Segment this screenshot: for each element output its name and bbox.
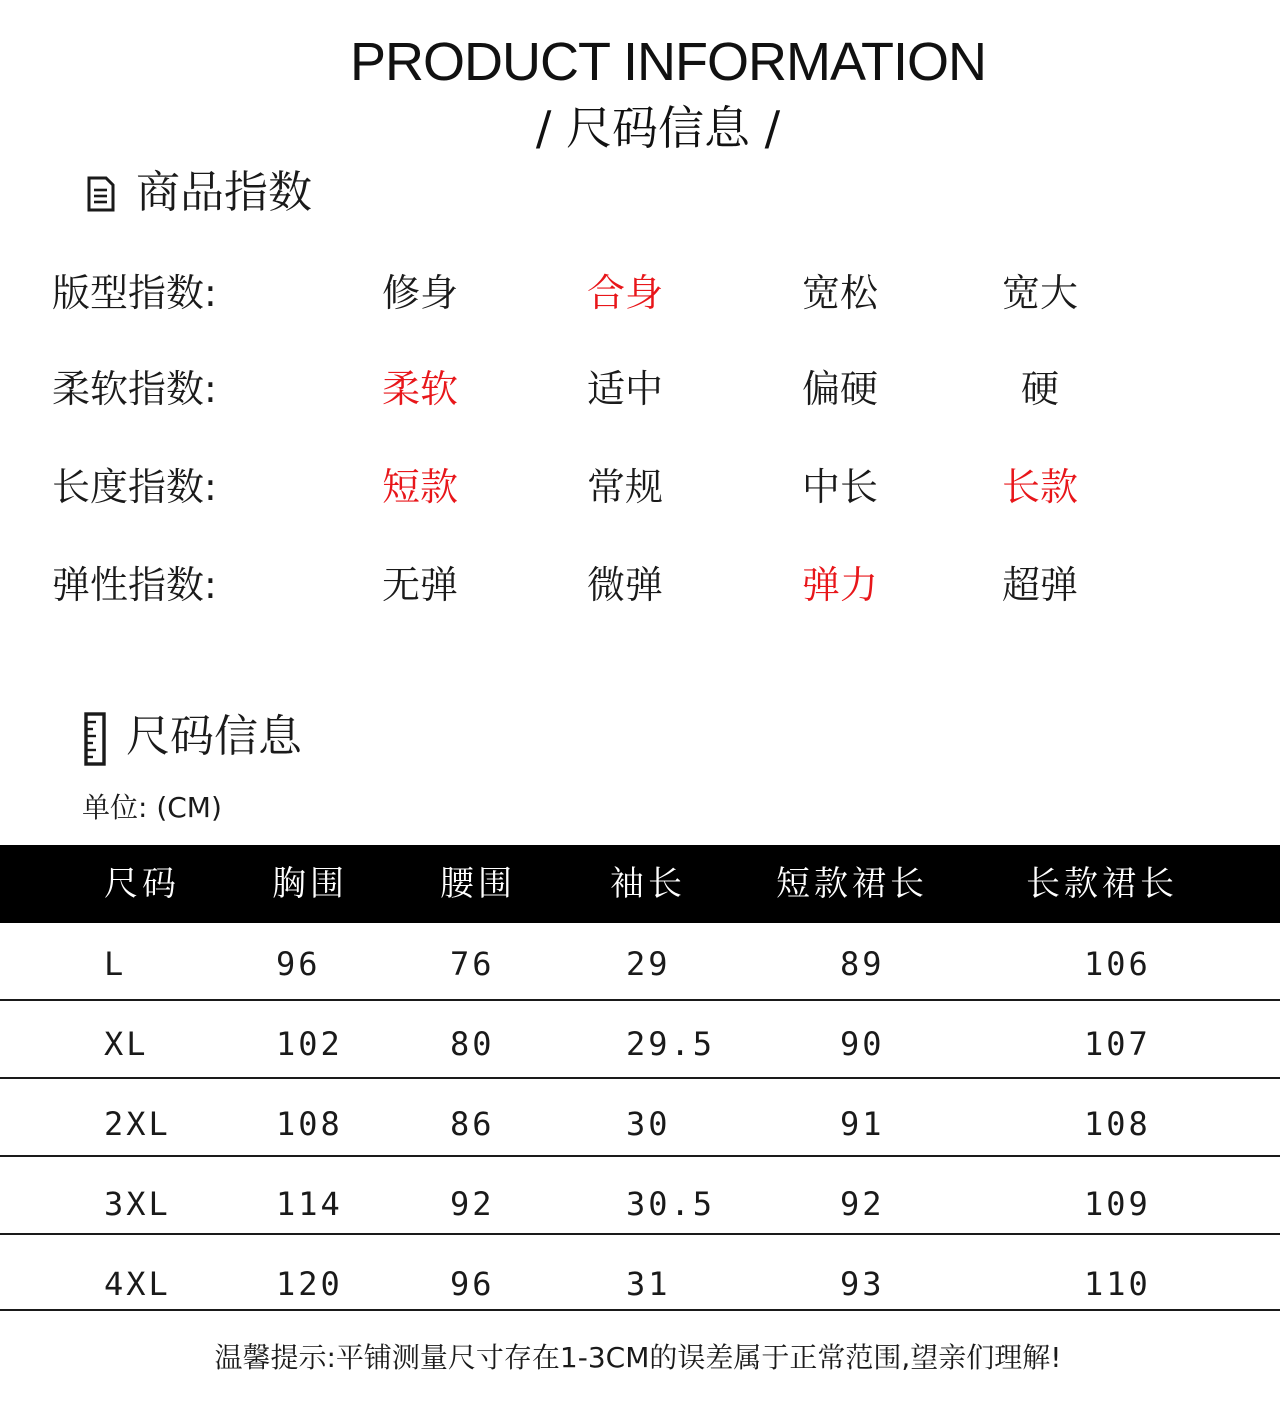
index-option: 偏硬 (801, 367, 878, 411)
index-option-selected: 短款 (381, 465, 458, 509)
table-cell: 120 (276, 1265, 343, 1303)
table-cell: 110 (1084, 1265, 1151, 1303)
table-row-divider (0, 1233, 1280, 1235)
table-cell: 90 (840, 1025, 885, 1063)
index-option: 微弹 (586, 563, 663, 607)
table-row-size: L (104, 945, 127, 983)
section-title-size-info: 尺码信息 (126, 711, 302, 762)
index-row-label: 柔软指数: (52, 367, 217, 411)
table-row-size: 2XL (104, 1105, 171, 1143)
index-option: 中长 (801, 465, 878, 509)
table-cell: 30.5 (626, 1185, 716, 1223)
table-row-divider (0, 1155, 1280, 1157)
page-title-cn: / 尺码信息 / (535, 101, 781, 155)
table-cell: 106 (1084, 945, 1151, 983)
table-cell: 108 (276, 1105, 343, 1143)
table-cell: 89 (840, 945, 885, 983)
table-cell: 102 (276, 1025, 343, 1063)
table-header-cell: 长款裙长 (1026, 864, 1178, 904)
index-option-selected: 柔软 (381, 367, 458, 411)
table-cell: 76 (450, 945, 495, 983)
table-header-cell: 腰围 (440, 864, 516, 904)
section-title-product-index: 商品指数 (136, 167, 312, 218)
table-header-cell: 尺码 (104, 864, 180, 904)
page-title-en: PRODUCT INFORMATION (350, 32, 986, 92)
table-row-size: 3XL (104, 1185, 171, 1223)
index-option: 常规 (586, 465, 663, 509)
document-icon (86, 176, 116, 212)
index-option: 超弹 (1001, 563, 1078, 607)
table-row-divider (0, 1077, 1280, 1079)
index-row-label: 版型指数: (52, 271, 217, 315)
table-header-cell: 短款裙长 (776, 864, 928, 904)
index-row-label: 弹性指数: (52, 563, 217, 607)
table-header-cell: 胸围 (272, 864, 348, 904)
table-row-size: XL (104, 1025, 149, 1063)
footer-tip: 温馨提示:平铺测量尺寸存在1-3CM的误差属于正常范围,望亲们理解! (214, 1341, 1062, 1374)
table-cell: 93 (840, 1265, 885, 1303)
index-option: 宽大 (1001, 271, 1078, 315)
index-option: 宽松 (801, 271, 878, 315)
table-row-divider (0, 999, 1280, 1001)
table-cell: 108 (1084, 1105, 1151, 1143)
index-option: 修身 (381, 271, 458, 315)
table-cell: 31 (626, 1265, 671, 1303)
table-cell: 29 (626, 945, 671, 983)
table-cell: 80 (450, 1025, 495, 1063)
table-cell: 92 (450, 1185, 495, 1223)
table-cell: 107 (1084, 1025, 1151, 1063)
index-option: 硬 (1020, 367, 1059, 411)
index-option-selected: 弹力 (801, 563, 878, 607)
unit-label: 单位: (CM) (82, 791, 222, 824)
table-cell: 30 (626, 1105, 671, 1143)
table-cell: 29.5 (626, 1025, 716, 1063)
table-cell: 114 (276, 1185, 343, 1223)
table-cell: 91 (840, 1105, 885, 1143)
table-row-size: 4XL (104, 1265, 171, 1303)
table-header-cell: 袖长 (610, 864, 686, 904)
table-cell: 86 (450, 1105, 495, 1143)
index-option: 适中 (586, 367, 663, 411)
table-cell: 96 (450, 1265, 495, 1303)
index-option-selected: 长款 (1001, 465, 1078, 509)
table-cell: 92 (840, 1185, 885, 1223)
index-option-selected: 合身 (586, 271, 663, 315)
table-row-divider (0, 1309, 1280, 1311)
index-row-label: 长度指数: (52, 465, 217, 509)
ruler-icon (84, 712, 106, 766)
table-cell: 96 (276, 945, 321, 983)
index-option: 无弹 (381, 563, 458, 607)
table-cell: 109 (1084, 1185, 1151, 1223)
